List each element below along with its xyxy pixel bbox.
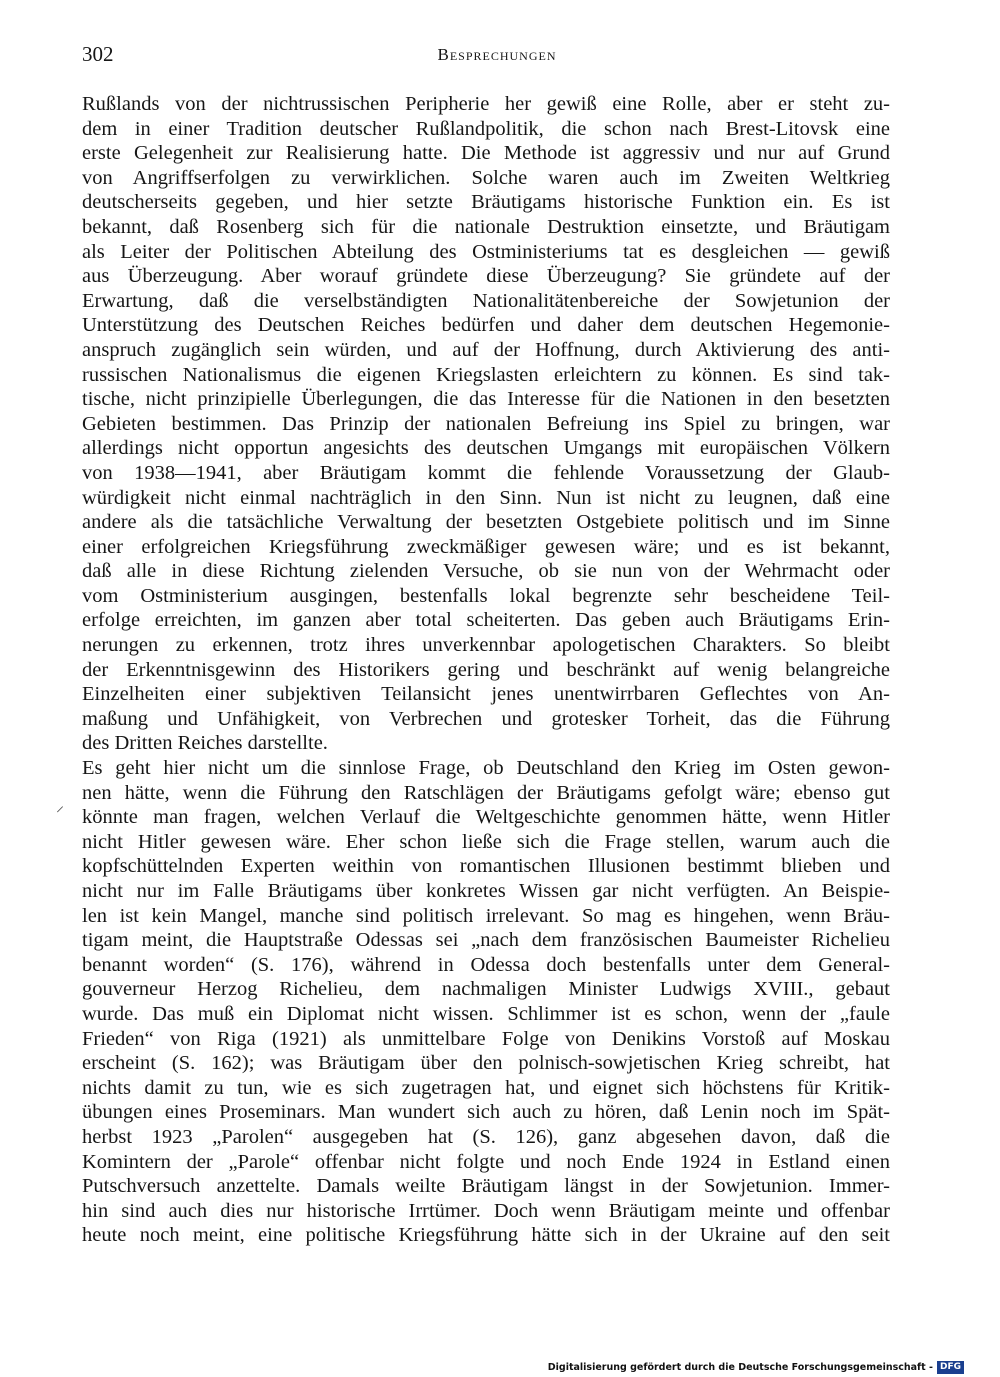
footer-text: Digitalisierung gefördert durch die Deutsche Forschungsgemeinschaft - — [547, 1361, 933, 1373]
text-line: benannt worden“ (S. 176), während in Odessa doch bestenfalls unter dem General- — [82, 953, 890, 976]
text-line: Putschversuch anzettelte. Damals weilte Bräutigam längst in der Sowjetunion. Immer- — [82, 1175, 890, 1198]
text-line: anspruch zugänglich sein würden, und auf der Hoffnung, durch Aktivierung des anti- — [82, 338, 890, 361]
text-line: Unterstützung des Deutschen Reiches bedürfen und daher dem deutschen Hegemonie- — [82, 314, 890, 337]
dfg-logo: DFG — [937, 1361, 964, 1374]
text-line: nen hätte, wenn die Führung den Ratschlägen der Bräutigams gefolgt wäre; ebenso gut — [82, 781, 890, 804]
text-line: einer erfolgreichen Kriegsführung zweckmäßiger gewesen wäre; und es ist bekannt, — [82, 535, 890, 558]
text-line: als Leiter der Politischen Abteilung des Ostministeriums tat es desgleichen — gewiß — [82, 240, 890, 263]
text-line: erfolge erreichten, im ganzen aber total scheiterten. Das geben auch Bräutigams Erin- — [82, 609, 890, 632]
text-line: Gebieten bestimmen. Das Prinzip der nationalen Befreiung ins Spiel zu bringen, war — [82, 412, 890, 435]
text-line: tische, nicht prinzipielle Überlegungen, die das Interesse für die Nationen in den besetzten — [82, 388, 890, 411]
text-line: tigam meint, die Hauptstraße Odessas sei „nach dem französischen Baumeister Richelieu — [82, 929, 890, 952]
body-text — [82, 92, 890, 1248]
text-line: gouverneur Herzog Richelieu, dem nachmaligen Minister Ludwigs XVIII., gebaut — [82, 978, 890, 1001]
text-line: dem in einer Tradition deutscher Rußlandpolitik, die schon nach Brest-Litovsk eine — [82, 117, 890, 140]
text-line: heute noch meint, eine politische Kriegsführung hätte sich in der Ukraine auf den seit — [82, 1224, 890, 1247]
text-line: len ist kein Mangel, manche sind politisch irrelevant. So mag es hingehen, wenn Bräu- — [82, 904, 890, 927]
text-line: Es geht hier nicht um die sinnlose Frage, ob Deutschland den Krieg im Osten gewon- — [82, 757, 890, 780]
footer — [548, 1360, 964, 1374]
text-line: erscheint (S. 162); was Bräutigam über den polnisch-sowjetischen Krieg schreibt, hat — [82, 1052, 890, 1075]
text-line: von Angriffserfolgen zu verwirklichen. Solche waren auch im Zweiten Weltkrieg — [82, 166, 890, 189]
text-line: nicht Hitler gewesen wäre. Eher schon ließe sich die Frage stellen, warum auch die — [82, 830, 890, 853]
running-head: Besprechungen — [437, 45, 557, 64]
text-line: andere als die tatsächliche Verwaltung der besetzten Ostgebiete politisch und im Sinne — [82, 511, 890, 534]
text-line: kopfschüttelnden Experten weithin von romantischen Illusionen bestimmt blieben und — [82, 855, 890, 878]
text-line: vom Ostministerium ausgingen, bestenfalls lokal begrenzte sehr bescheidene Teil- — [82, 584, 890, 607]
text-line: nichts damit zu tun, wie es sich zugetragen hat, und eignet sich höchstens für Kritik- — [82, 1076, 890, 1099]
text-line: übungen eines Proseminars. Man wundert sich auch zu hören, daß Lenin noch im Spät- — [82, 1101, 890, 1124]
text-line: des Dritten Reiches darstellte. — [82, 732, 328, 755]
text-line: Erwartung, daß die verselbständigten Nationalitätenbereiche der Sowjetunion der — [82, 289, 890, 312]
text-line: nicht nur im Falle Bräutigams über konkretes Wissen gar nicht verfügten. An Beispie- — [82, 880, 890, 902]
text-line: deutscherseits gegeben, und hier setzte Bräutigams historische Funktion ein. Es ist — [82, 191, 890, 214]
page-header — [82, 42, 912, 72]
text-line: nerungen zu erkennen, trotz ihres unverkennbar apologetischen Charakters. So bleibt — [82, 634, 890, 657]
text-line: Rußlands von der nichtrussischen Peripherie her gewiß eine Rolle, aber er steht zu- — [82, 93, 890, 115]
text-line: aus Überzeugung. Aber worauf gründete diese Überzeugung? Sie gründete auf der — [82, 265, 890, 288]
page-number: 302 — [82, 42, 114, 66]
text-line: maßung und Unfähigkeit, von Verbrechen und grotesker Torheit, das die Führung — [82, 707, 890, 730]
text-line: von 1938—1941, aber Bräutigam kommt die fehlende Voraussetzung der Glaub- — [82, 461, 890, 484]
text-line: der Erkenntnisgewinn des Historikers gering und beschränkt auf wenig belangreiche — [82, 658, 890, 681]
text-line: würdigkeit nicht einmal nachträglich in den Sinn. Nun ist nicht zu leugnen, daß eine — [82, 486, 890, 509]
text-line: allerdings nicht opportun angesichts des deutschen Umgangs mit europäischen Völkern — [82, 437, 890, 460]
text-line: Frieden“ von Riga (1921) als unmittelbare Folge von Denikins Vorstoß auf Moskau — [82, 1027, 890, 1050]
margin-mark: ⸝ — [56, 798, 65, 815]
text-line: Einzelheiten einer subjektiven Teilansicht jenes unentwirrbaren Geflechtes von An- — [82, 683, 890, 706]
text-line: hin sind auch dies nur historische Irrtümer. Doch wenn Bräutigam meinte und offenbar — [82, 1199, 890, 1222]
text-line: Komintern der „Parole“ offenbar nicht folgte und noch Ende 1924 in Estland einen — [82, 1150, 890, 1173]
text-line: daß alle in diese Richtung zielenden Versuche, ob sie nun von der Wehrmacht oder — [82, 560, 890, 583]
text-line: russischen Nationalismus die eigenen Kriegslasten erleichtern zu können. Es sind tak- — [82, 363, 890, 386]
text-line: wurde. Das muß ein Diplomat nicht wissen. Schlimmer ist es schon, wenn der „faule — [82, 1002, 890, 1025]
text-line: herbst 1923 „Parolen“ ausgegeben hat (S. 126), ganz abgesehen davon, daß die — [82, 1125, 890, 1148]
text-line: könnte man fragen, welchen Verlauf die Weltgeschichte genommen hätte, wenn Hitler — [82, 806, 890, 829]
text-line: bekannt, daß Rosenberg sich für die nationale Destruktion einsetzte, und Bräutigam — [82, 215, 890, 238]
text-line: erste Gelegenheit zur Realisierung hatte. Die Methode ist aggressiv und nur auf Grund — [82, 142, 890, 165]
